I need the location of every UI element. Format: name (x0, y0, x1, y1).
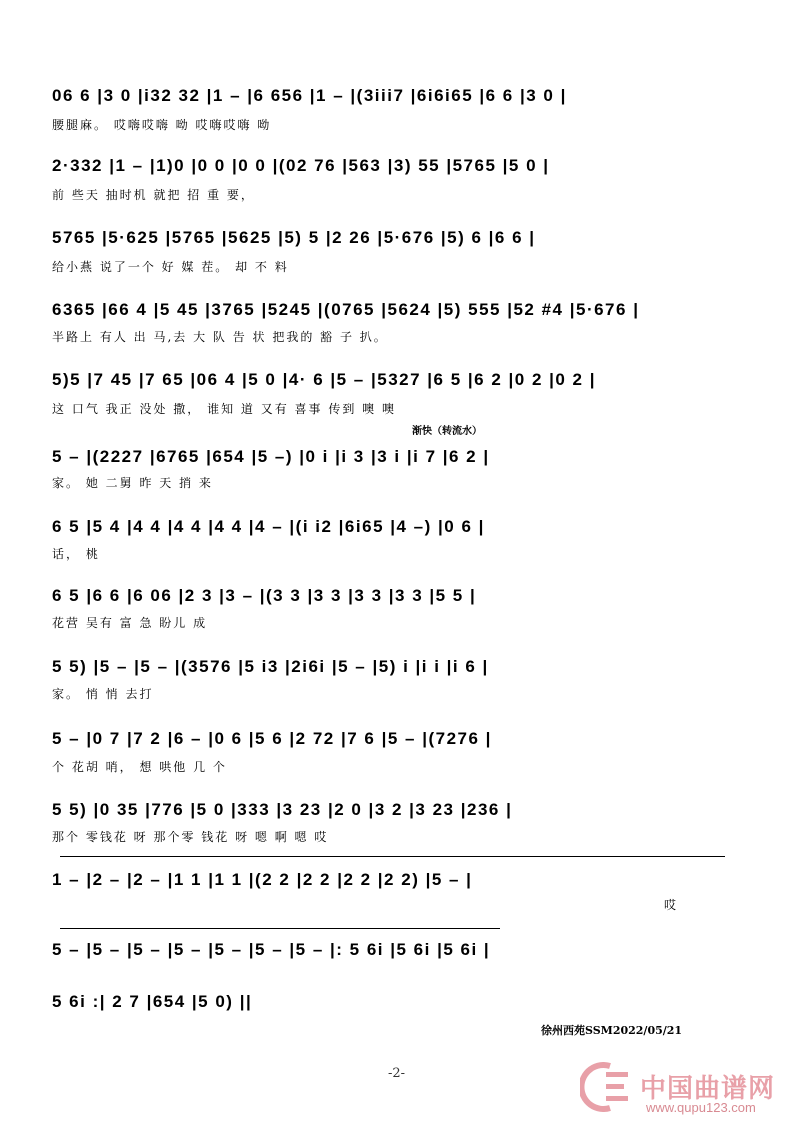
notation-line-5: 5)5 |7 45 |7 65 |06 4 |5 0 |4· 6 |5 – |5327 |6 5 |6 2 |0 2 |0 2 | (52, 370, 596, 389)
notation-line-11: 5 5) |0 35 |776 |5 0 |333 |3 23 |2 0 |3 2 |3 23 |236 | (52, 800, 513, 819)
lyric-line-3: 给小燕 说了一个 好 媒 茬。 却 不 料 (52, 260, 289, 274)
lyric-line-11: 那个 零钱花 呀 那个零 钱花 呀 嗯 啊 嗯 哎 (52, 830, 329, 844)
notation-line-3: 5765 |5·625 |5765 |5625 |5) 5 |2 26 |5·676 |5) 6 |6 6 | (52, 228, 536, 247)
notation-line-8: 6 5 |6 6 |6 06 |2 3 |3 – |(3 3 |3 3 |3 3 |3 3 |5 5 | (52, 586, 477, 605)
notation-line-9: 5 5) |5 – |5 – |(3576 |5 i3 |2i6i |5 – |5) i |i i |i 6 | (52, 657, 489, 676)
notation-line-13: 5 – |5 – |5 – |5 – |5 – |5 – |5 – |: 5 6i |5 6i |5 6i | (52, 940, 491, 959)
lyric-line-12: 哎 (664, 898, 679, 912)
notation-line-14: 5 6i :| 2 7 |654 |5 0) || (52, 992, 253, 1011)
notation-line-4: 6365 |66 4 |5 45 |3765 |5245 |(0765 |5624 |5) 555 |52 #4 |5·676 | (52, 300, 640, 319)
lyric-line-4: 半路上 有人 出 马,去 大 队 告 状 把我的 豁 子 扒。 (52, 330, 388, 344)
arranger-credit: 徐州西苑SSM2022/05/21 (541, 1024, 683, 1037)
notation-line-10: 5 – |0 7 |7 2 |6 – |0 6 |5 6 |2 72 |7 6 |5 – |(7276 | (52, 729, 492, 748)
lyric-line-8: 花营 吴有 富 急 盼儿 成 (52, 616, 208, 630)
lyric-line-2: 前 些天 抽时机 就把 招 重 要， (52, 188, 255, 202)
watermark-title: 中国曲谱网 (640, 1074, 776, 1104)
notation-line-2: 2·332 |1 – |1)0 |0 0 |0 0 |(02 76 |563 |3) 55 |5765 |5 0 | (52, 156, 550, 175)
notation-line-12: 1 – |2 – |2 – |1 1 |1 1 |(2 2 |2 2 |2 2 |2 2) |5 – | (52, 870, 473, 889)
lyric-line-5: 这 口气 我正 没处 撒， 谁知 道 又有 喜事 传到 噢 噢 (52, 402, 396, 416)
notation-line-1: 06 6 |3 0 |i32 32 |1 – |6 656 |1 – |(3iii7 |6i6i65 |6 6 |3 0 | (52, 86, 567, 105)
lyric-line-1: 腰腿麻。 哎嗨哎嗨 呦 哎嗨哎嗨 呦 (52, 118, 272, 132)
watermark-url: www.qupu123.com (646, 1100, 756, 1115)
notation-line-6: 5 – |(2227 |6765 |654 |5 –) |0 i |i 3 |3 i |i 7 |6 2 | (52, 447, 490, 466)
notation-line-7: 6 5 |5 4 |4 4 |4 4 |4 4 |4 – |(i i2 |6i65 |4 –) |0 6 | (52, 517, 485, 536)
tie-line (60, 856, 725, 857)
tie-line (60, 928, 500, 929)
lyric-line-9: 家。 悄 悄 去打 (52, 687, 154, 701)
lyric-line-7: 话， 桃 (52, 547, 100, 561)
lyric-line-6: 家。 她 二舅 昨 天 捎 来 (52, 476, 213, 490)
page-number: -2- (387, 1066, 406, 1081)
quote-e-logo-icon (580, 1062, 636, 1112)
tempo-mark: 渐快（转流水） (412, 426, 482, 437)
lyric-line-10: 个 花胡 哨， 想 哄他 几 个 (52, 760, 227, 774)
